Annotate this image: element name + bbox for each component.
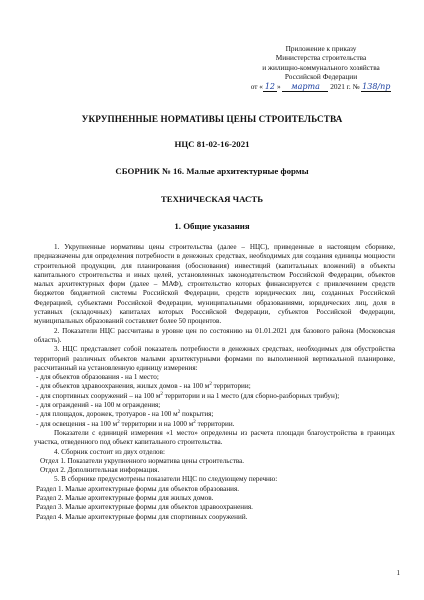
document-code: НЦС 81-02-16-2021 bbox=[174, 139, 250, 149]
superscript: 2 bbox=[177, 410, 181, 416]
section-item-3: Раздел 3. Малые архитектурные формы для объектов здравоохранения. bbox=[36, 503, 253, 512]
paragraph-4: 4. Сборник состоит из двух отделов: bbox=[54, 447, 165, 456]
handwritten-month: марта bbox=[282, 82, 328, 92]
date-prefix: от « bbox=[250, 81, 263, 91]
list-item-lighting-mid: территории и на 1000 м bbox=[119, 419, 194, 428]
document-heading: УКРУПНЕННЫЕ НОРМАТИВЫ ЦЕНЫ СТРОИТЕЛЬСТВА bbox=[81, 114, 343, 124]
section-item-2: Раздел 2. Малые архитектурные формы для жилых домов. bbox=[36, 494, 214, 503]
list-item-sports-text: - для спортивных сооружений – на 100 м bbox=[36, 391, 161, 400]
paragraph-1: 1. Укрупненные нормативы цены строительства (далее – НЦС), приведенные в настоящем сборнике, предназначены для определения потребности в денежных средствах, необходимых для создания единицы мощности строительной продукции, для планирования (обоснования) инвестиций (капитальных вложений) в объекты капитального строительства и иных целей, установленных законодательством Российской Федерации, объектов малых архитектурных форм (далее – МАФ), строительство которых финансируется с привлечением средств бюджетов бюджетной системы Российской Федерации, средств юридических лиц, созданных Российской Федерацией, субъектами Российской Федерации, муниципальными образованиями, юридических лиц, доля в уставных (складочных) капиталах которых Российской Федерации, субъектов Российской Федерации, муниципальных образований составляет более 50 процентов. bbox=[34, 243, 395, 326]
document-body bbox=[34, 243, 395, 522]
section-item-4: Раздел 4. Малые архитектурные формы для спортивных сооружений. bbox=[36, 512, 248, 521]
list-item-paths-tail: покрытия; bbox=[180, 410, 214, 419]
superscript: 2 bbox=[209, 382, 212, 388]
paragraph-2: 2. Показатели НЦС рассчитаны в уровне цен по состоянию на 01.01.2021 для базового района (Московская область). bbox=[34, 326, 395, 344]
list-item-lighting-text: - для освещения - на 100 м bbox=[36, 419, 118, 428]
superscript: 2 bbox=[160, 391, 163, 397]
paragraph-5: 5. В сборнике предусмотрены показатели НЦС по следующему перечню: bbox=[54, 475, 278, 484]
approval-line-2: Министерства строительства bbox=[275, 53, 367, 63]
list-item-lighting bbox=[34, 420, 395, 429]
list-item-sports bbox=[34, 392, 395, 401]
list-item-fences: - для ограждений - на 100 м ограждения; bbox=[36, 401, 161, 410]
paragraph-3: 3. НЦС представляет собой показатель потребности в денежных средствах, необходимых для обустройства территорий различных объектов малыми архитектурными формами по выполненной вертикальной планировке, рассчитанный на установленную единицу измерения: bbox=[34, 345, 395, 372]
approval-line-3: и жилищно-коммунального хозяйства bbox=[262, 62, 380, 72]
section-title: ТЕХНИЧЕСКАЯ ЧАСТЬ bbox=[160, 194, 264, 204]
approval-date-line bbox=[226, 82, 416, 92]
superscript: 2 bbox=[117, 419, 120, 425]
list-item-lighting-tail: территории. bbox=[195, 419, 235, 428]
superscript: 2 bbox=[193, 419, 196, 425]
approval-line-4: Российской Федерации bbox=[284, 72, 358, 82]
list-item-paths-text: - для площадок, дорожек, тротуаров - на 100 м bbox=[36, 410, 178, 419]
date-year: 2021 г. № bbox=[330, 81, 360, 91]
list-item-healthcare-text: - для объектов здравоохранения, жилых домов - на 100 м bbox=[36, 382, 210, 391]
department-1: Отдел 1. Показатели укрупненного норматива цены строительства. bbox=[40, 456, 245, 465]
list-item-sports-tail: территории и на 1 место (для сборно-разборных трибун); bbox=[162, 391, 340, 400]
page-number: 1 bbox=[396, 569, 400, 577]
approval-block bbox=[226, 44, 416, 92]
list-item-healthcare-tail: территории; bbox=[211, 382, 251, 391]
department-2: Отдел 2. Дополнительная информация. bbox=[40, 466, 160, 475]
paragraph-per-place: Показатели с единицей измерения «1 место» определены из расчета площади благоустройства в границах участка, отведенного под объект капитального строительства. bbox=[34, 428, 395, 447]
handwritten-number: 138/пр bbox=[362, 81, 391, 91]
approval-line-1: Приложение к приказу bbox=[285, 44, 357, 53]
list-item-healthcare bbox=[34, 382, 395, 391]
list-item-paths bbox=[34, 410, 395, 419]
handwritten-day: 12 bbox=[264, 81, 276, 91]
collection-title: СБОРНИК № 16. Малые архитектурные формы bbox=[115, 166, 309, 176]
subsection-title: 1. Общие указания bbox=[174, 221, 250, 231]
section-item-1: Раздел 1. Малые архитектурные формы для объектов образования. bbox=[36, 484, 240, 493]
list-item-education: - для объектов образования - на 1 место; bbox=[36, 373, 159, 382]
date-mid: » bbox=[276, 81, 281, 91]
